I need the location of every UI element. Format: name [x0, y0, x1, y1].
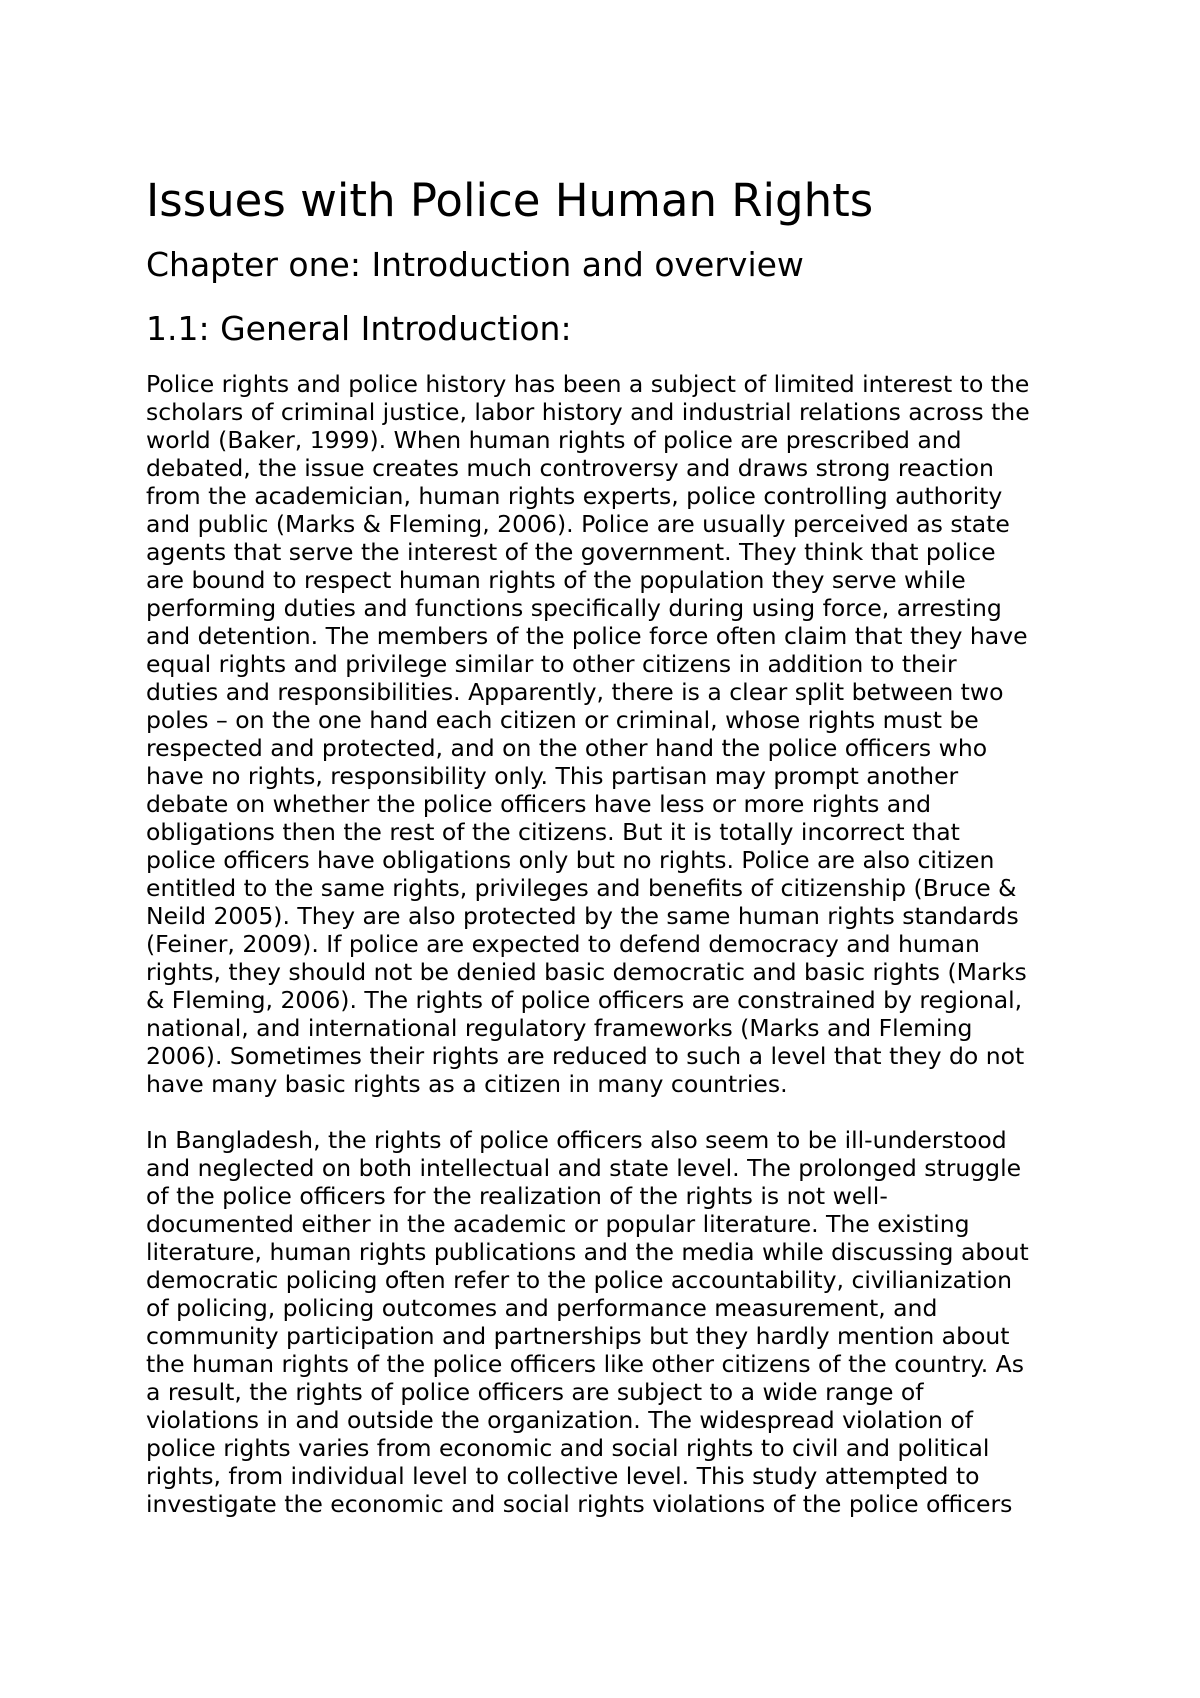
paragraph-line: are bound to respect human rights of the population they serve while	[146, 566, 966, 594]
paragraph-line: police rights varies from economic and social rights to civil and political	[146, 1434, 990, 1462]
paragraph-line: entitled to the same rights, privileges and benefits of citizenship (Bruce &	[146, 874, 1017, 902]
paragraph-line: agents that serve the interest of the government. They think that police	[146, 538, 996, 566]
paragraph-line: In Bangladesh, the rights of police officers also seem to be ill-understood	[146, 1126, 1007, 1154]
paragraph-line: and neglected on both intellectual and state level. The prolonged struggle	[146, 1154, 1022, 1182]
paragraph-line: respected and protected, and on the other hand the police officers who	[146, 734, 988, 762]
paragraph-line: & Fleming, 2006). The rights of police officers are constrained by regional,	[146, 986, 1023, 1014]
paragraph-line: a result, the rights of police officers are subject to a wide range of	[146, 1378, 924, 1406]
paragraph-line: debated, the issue creates much controversy and draws strong reaction	[146, 454, 994, 482]
paragraph-line: have many basic rights as a citizen in many countries.	[146, 1070, 788, 1098]
paragraph-line: and public (Marks & Fleming, 2006). Police are usually perceived as state	[146, 510, 1010, 538]
document-title: Issues with Police Human Rights	[146, 174, 874, 227]
paragraph-line: violations in and outside the organization. The widespread violation of	[146, 1406, 973, 1434]
paragraph-line: rights, they should not be denied basic democratic and basic rights (Marks	[146, 958, 1027, 986]
chapter-heading: Chapter one: Introduction and overview	[146, 245, 804, 284]
paragraph-line: 2006). Sometimes their rights are reduced to such a level that they do not	[146, 1042, 1025, 1070]
paragraph-line: rights, from individual level to collective level. This study attempted to	[146, 1462, 980, 1490]
paragraph-line: national, and international regulatory frameworks (Marks and Fleming	[146, 1014, 973, 1042]
paragraph-line: of policing, policing outcomes and performance measurement, and	[146, 1294, 938, 1322]
paragraph-line: from the academician, human rights experts, police controlling authority	[146, 482, 1003, 510]
paragraph-line: (Feiner, 2009). If police are expected to defend democracy and human	[146, 930, 980, 958]
paragraph-line: scholars of criminal justice, labor history and industrial relations across the	[146, 398, 1030, 426]
document-content	[146, 174, 1066, 1546]
paragraph-line: obligations then the rest of the citizens. But it is totally incorrect that	[146, 818, 960, 846]
paragraph-line: world (Baker, 1999). When human rights of police are prescribed and	[146, 426, 962, 454]
paragraph-line: investigate the economic and social rights violations of the police officers	[146, 1490, 1013, 1518]
paragraph-line: literature, human rights publications and the media while discussing about	[146, 1238, 1029, 1266]
paragraph-line: democratic policing often refer to the police accountability, civilianization	[146, 1266, 1012, 1294]
paragraph-line: the human rights of the police officers like other citizens of the country. As	[146, 1350, 1024, 1378]
paragraph-1	[146, 370, 1066, 1098]
body-text	[146, 370, 1066, 1518]
paragraph-line: poles – on the one hand each citizen or criminal, whose rights must be	[146, 706, 979, 734]
paragraph-line: debate on whether the police officers have less or more rights and	[146, 790, 932, 818]
section-heading: 1.1: General Introduction:	[146, 309, 572, 348]
paragraph-line: of the police officers for the realization of the rights is not well-	[146, 1182, 888, 1210]
paragraph-2	[146, 1126, 1066, 1518]
paragraph-line: equal rights and privilege similar to other citizens in addition to their	[146, 650, 957, 678]
paragraph-line: duties and responsibilities. Apparently, there is a clear split between two	[146, 678, 1004, 706]
paragraph-line: have no rights, responsibility only. This partisan may prompt another	[146, 762, 959, 790]
paragraph-line: Police rights and police history has been a subject of limited interest to the	[146, 370, 1030, 398]
paragraph-line: documented either in the academic or popular literature. The existing	[146, 1210, 970, 1238]
paragraph-line: police officers have obligations only but no rights. Police are also citizen	[146, 846, 995, 874]
paragraph-line: Neild 2005). They are also protected by the same human rights standards	[146, 902, 1019, 930]
paragraph-line: performing duties and functions specifically during using force, arresting	[146, 594, 1002, 622]
paragraph-line: community participation and partnerships but they hardly mention about	[146, 1322, 1010, 1350]
paragraph-line: and detention. The members of the police force often claim that they have	[146, 622, 1028, 650]
